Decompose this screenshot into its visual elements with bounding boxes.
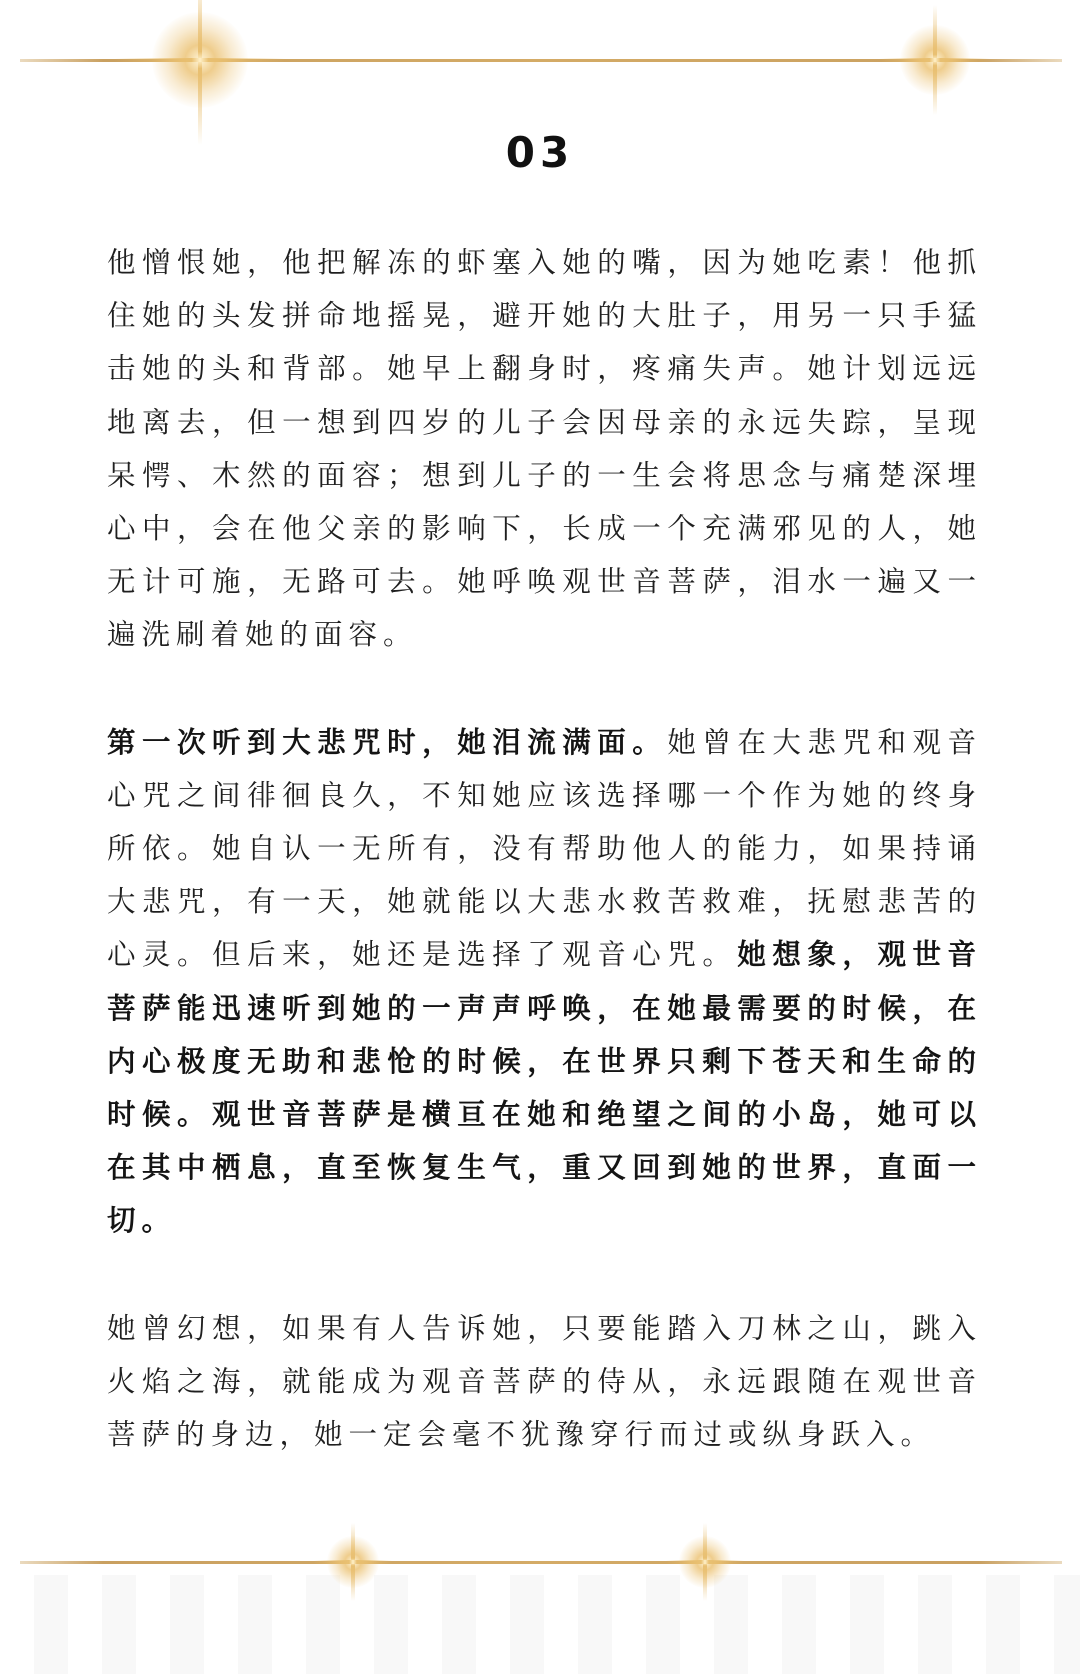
paragraph-text: 她曾在大悲咒和观音心咒之间徘徊良久，不知她应该选择哪一个作为她的终身所依。她自认一无所有，没有帮助他人的能力，如果持诵大悲咒，有一天，她就能以大悲水救苦救难，抚慰悲苦的心灵。但后来，她还是选择了观音心咒。 (107, 725, 982, 972)
article-body (107, 236, 982, 1515)
article-paragraph (107, 716, 982, 1248)
bold-lead-sentence: 第一次听到大悲咒时，她泪流满面。 (107, 725, 668, 759)
background-stripes (0, 1575, 1080, 1674)
bottom-gold-divider (20, 1561, 1062, 1564)
bold-emphasis-text: 她想象，观世音菩萨能迅速听到她的一声声呼唤，在她最需要的时候，在内心极度无助和悲怆的时候，在世界只剩下苍天和生命的时候。观世音菩萨是横亘在她和绝望之间的小岛，她可以在其中栖息，直至恢复生气，重又回到她的世界，直面一切。 (107, 938, 982, 1238)
article-paragraph: 他憎恨她，他把解冻的虾塞入她的嘴，因为她吃素！他抓住她的头发拼命地摇晃，避开她的大肚子，用另一只手猛击她的头和背部。她早上翻身时，疼痛失声。她计划远远地离去，但一想到四岁的儿子会因母亲的永远失踪，呈现呆愕、木然的面容；想到儿子的一生会将思念与痛楚深埋心中，会在他父亲的影响下，长成一个充满邪见的人，她无计可施，无路可去。她呼唤观世音菩萨，泪水一遍又一遍洗刷着她的面容。 (107, 246, 982, 652)
article-paragraph: 她曾幻想，如果有人告诉她，只要能踏入刀林之山，跳入火焰之海，就能成为观音菩萨的侍从，永远跟随在观世音菩萨的身边，她一定会毫不犹豫穿行而过或纵身跃入。 (107, 1311, 982, 1452)
section-number: 03 (505, 128, 575, 177)
